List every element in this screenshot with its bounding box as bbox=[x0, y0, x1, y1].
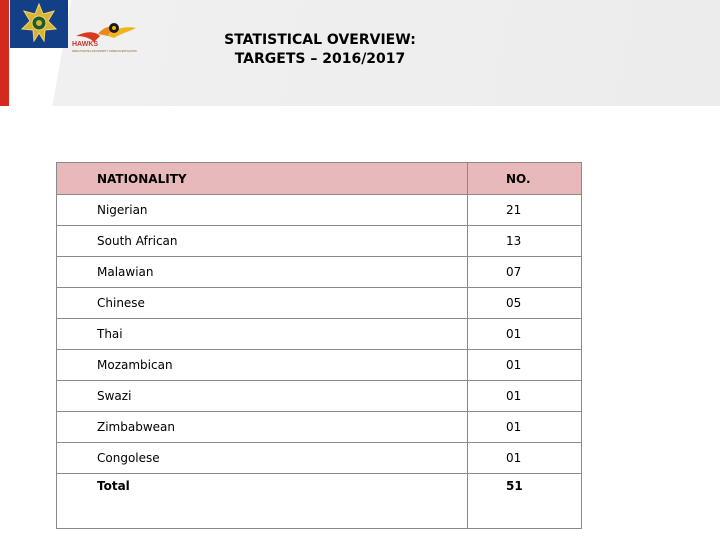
title-line-2: TARGETS – 2016/2017 bbox=[234, 51, 406, 67]
count-cell: 01 bbox=[468, 443, 582, 474]
table-row bbox=[57, 195, 582, 226]
table-row bbox=[57, 288, 582, 319]
count-cell: 07 bbox=[468, 257, 582, 288]
hawks-tagline: DIRECTORATE FOR PRIORITY CRIME INVESTIGATION bbox=[72, 50, 137, 53]
count-cell: 13 bbox=[468, 226, 582, 257]
column-header-count: NO. bbox=[468, 163, 582, 195]
count-cell: 01 bbox=[468, 319, 582, 350]
total-count: 51 bbox=[468, 474, 582, 529]
hawks-logo bbox=[70, 20, 150, 56]
count-cell: 01 bbox=[468, 381, 582, 412]
column-header-nationality: NATIONALITY bbox=[57, 163, 468, 195]
table-row bbox=[57, 226, 582, 257]
nationality-cell: Mozambican bbox=[57, 350, 468, 381]
nationality-cell: Malawian bbox=[57, 257, 468, 288]
table-header-row bbox=[57, 163, 582, 195]
count-cell: 05 bbox=[468, 288, 582, 319]
table-row bbox=[57, 412, 582, 443]
hawks-wordmark: HAWKS bbox=[72, 41, 99, 48]
count-cell: 01 bbox=[468, 350, 582, 381]
table-row bbox=[57, 443, 582, 474]
nationality-cell: Congolese bbox=[57, 443, 468, 474]
count-cell: 21 bbox=[468, 195, 582, 226]
table-row bbox=[57, 350, 582, 381]
table-row bbox=[57, 257, 582, 288]
nationality-table bbox=[56, 162, 582, 529]
nationality-cell: Nigerian bbox=[57, 195, 468, 226]
total-label: Total bbox=[57, 474, 468, 529]
hawks-emblem-icon bbox=[70, 20, 150, 56]
title-line-1: STATISTICAL OVERVIEW: bbox=[224, 32, 416, 48]
page-title bbox=[180, 31, 460, 69]
count-cell: 01 bbox=[468, 412, 582, 443]
red-accent-bar bbox=[0, 0, 9, 106]
saps-star-badge-logo bbox=[10, 0, 68, 48]
saps-star-icon bbox=[20, 3, 58, 43]
nationality-cell: Chinese bbox=[57, 288, 468, 319]
nationality-cell: Zimbabwean bbox=[57, 412, 468, 443]
nationality-cell: Swazi bbox=[57, 381, 468, 412]
nationality-cell: Thai bbox=[57, 319, 468, 350]
table-row bbox=[57, 381, 582, 412]
nationality-cell: South African bbox=[57, 226, 468, 257]
table-row bbox=[57, 319, 582, 350]
total-row bbox=[57, 474, 582, 529]
